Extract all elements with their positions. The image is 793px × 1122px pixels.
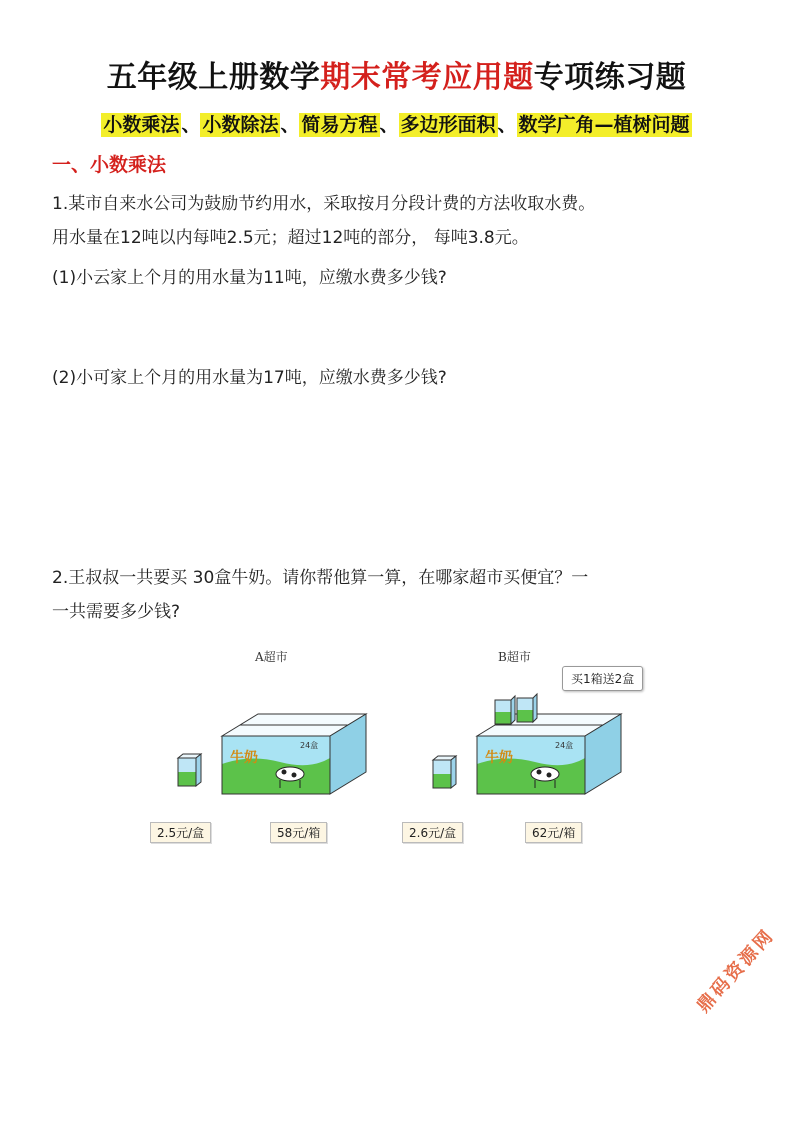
- store-a-price-single: 2.5元/盒: [150, 822, 211, 843]
- title-part-2: 期末常考应用题: [320, 60, 534, 95]
- store-a-milk-graphic: [170, 700, 370, 800]
- title-part-1: 五年级上册数学: [106, 60, 321, 95]
- store-a-price-case: 58元/箱: [270, 822, 327, 843]
- section-heading: 一、小数乘法: [52, 154, 167, 176]
- store-b-price-single: 2.6元/盒: [402, 822, 463, 843]
- topic-item: 多边形面积: [400, 114, 496, 136]
- topic-separator: 、: [497, 114, 517, 136]
- title-part-3: 专项练习题: [533, 60, 687, 95]
- topic-list: [0, 110, 793, 137]
- store-a-box-brand: 牛奶: [230, 750, 258, 766]
- store-b-milk-carton-icon: [433, 756, 456, 788]
- question-1-line-2: 用水量在12吨以内每吨2.5元；超过12吨的部分， 每吨3.8元。: [52, 228, 529, 248]
- store-b-promo: 买1箱送2盒: [562, 666, 643, 691]
- question-1-line-1: 1.某市自来水公司为鼓励节约用水，采取按月分段计费的方法收取水费。: [52, 194, 596, 214]
- topic-separator: 、: [280, 114, 300, 136]
- topic-separator: 、: [379, 114, 399, 136]
- question-1-part-1: (1)小云家上个月的用水量为11吨，应缴水费多少钱?: [52, 268, 447, 288]
- store-b-milk-graphic: [425, 690, 635, 800]
- question-2-line-1: 2.王叔叔一共要买 30盒牛奶。请你帮他算一算，在哪家超市买便宜？一: [52, 568, 589, 588]
- question-1-part-2: (2)小可家上个月的用水量为17吨，应缴水费多少钱?: [52, 368, 447, 388]
- store-a-box-count: 24盒: [300, 741, 319, 750]
- store-a-milk-carton-icon: [178, 754, 201, 786]
- watermark-text: 鼎码资源网: [692, 924, 779, 1017]
- store-b-box-brand: 牛奶: [485, 750, 513, 766]
- topic-separator: 、: [181, 114, 201, 136]
- topic-item: 小数除法: [202, 114, 279, 136]
- milk-price-figure: [140, 640, 640, 850]
- page-title: [0, 52, 793, 96]
- store-b-box-count: 24盒: [555, 741, 574, 750]
- topic-item: 简易方程: [301, 114, 378, 136]
- topic-item: 数学广角—植树问题: [518, 114, 690, 136]
- store-a-label: A超市: [255, 650, 288, 664]
- question-2-line-2: 一共需要多少钱?: [52, 602, 181, 622]
- store-b-label: B超市: [498, 650, 531, 664]
- store-b-price-case: 62元/箱: [525, 822, 582, 843]
- topic-item: 小数乘法: [103, 114, 180, 136]
